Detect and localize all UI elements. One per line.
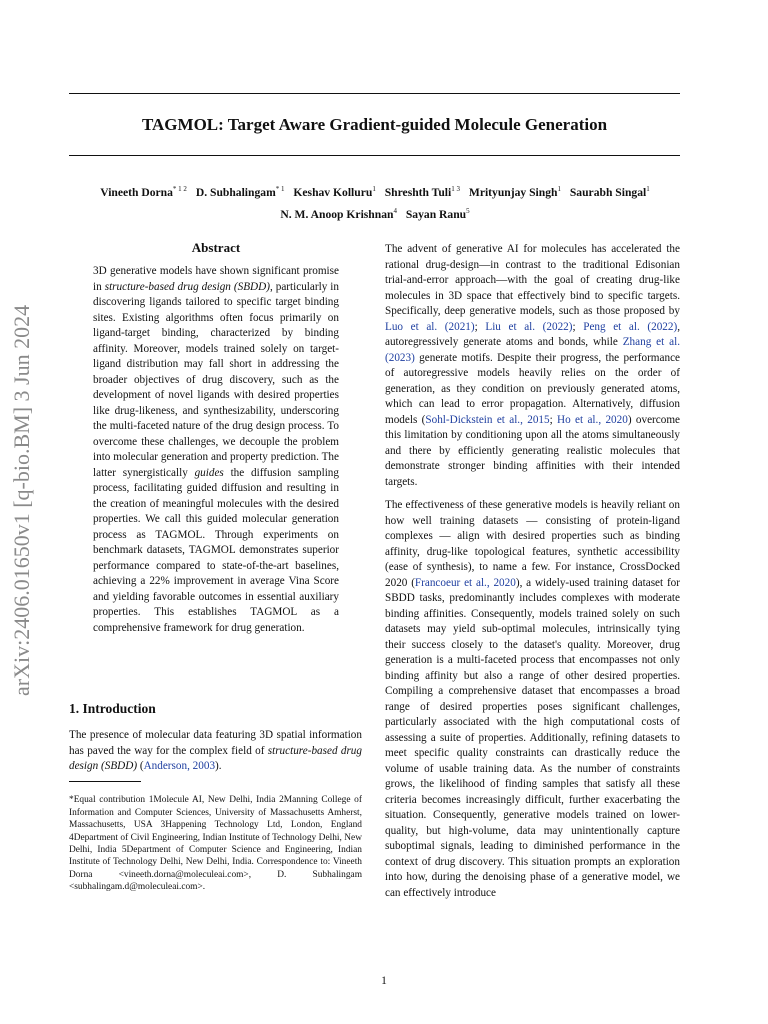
citation-link[interactable]: Francoeur et al., 2020 (414, 576, 516, 589)
page-number: 1 (381, 975, 387, 987)
citation-link[interactable]: Ho et al., 2020 (557, 413, 628, 426)
abstract-heading: Abstract (191, 240, 241, 255)
author: Shreshth Tuli$^{1 3}$ (384, 185, 460, 199)
citation-link[interactable]: Peng et al. (2022) (583, 320, 678, 333)
paper-title: TAGMOL: Target Aware Gradient-guided Molecule Generation (141, 115, 608, 134)
arxiv-identifier[interactable]: arXiv:2406.01650v1 [q-bio.BM] 3 Jun 2024 (9, 304, 34, 696)
section-heading-introduction: 1. Introduction (69, 701, 156, 716)
author: Vineeth Dorna$^{* 1 2}$ (100, 185, 187, 199)
title-rule (69, 155, 680, 156)
citation-link[interactable]: Zhang et al. (2023) (385, 336, 680, 364)
author: D. Subhalingam$^{* 1}$ (195, 185, 285, 199)
footnote-affiliations: *Equal contribution 1Molecule AI, New Delhi, India 2Manning College of Information and Computer Sciences, University of Massachusetts Amherst, Massachusetts, USA 3Happening Technology Ltd, London, England 4Department of Civil Engineering, Indian Institute of Technology Delhi, New Delhi, India 5Department of Computer Science and Engineering, Indian Institute of Technology Delhi, New Delhi, India. Correspondence to: Vineeth Dorna <vineeth.dorna@moleculeai.com>, D. Subhalingam <subhalingam.d@moleculeai.com>. (69, 795, 362, 893)
author-list (60, 180, 690, 224)
author: Sayan Ranu$^5$ (405, 206, 470, 221)
footnote-rule (69, 781, 141, 782)
author: N. M. Anoop Krishnan$^4$ (280, 206, 397, 221)
top-rule (69, 93, 680, 94)
citation-link[interactable]: Anderson, 2003 (143, 760, 216, 772)
body-paragraph: The advent of generative AI for molecules has accelerated the rational drug-design—in contrast to the traditional Edisonian trial-and-error approach—with the goal of creating drug-like molecules in 3D space that effectively bind to specific targets. Specifically, deep generative models, such as those proposed by Luo et al. (2021); Liu et al. (2022); Peng et al. (2022), autoregressively generate atoms and bonds, while Zhang et al. (2023) generate motifs. Despite their progress, the performance of autoregressive models heavily relies on the order of generation, as they condition on previously generated atoms, which can lead to error propagation. Alternatively, diffusion models (Sohl-Dickstein et al., 2015; Ho et al., 2020) overcome this limitation by conditioning upon all the atoms simultaneously and there by efficiently generating realistic molecules that demonstrate stronger binding affinities with their intended targets. (385, 243, 681, 488)
author: Saurabh Singal$^1$ (569, 185, 650, 199)
citation-link[interactable]: Luo et al. (2021) (385, 320, 475, 333)
body-paragraph: The effectiveness of these generative models is heavily reliant on how well training datasets — consisting of protein-ligand complexes — align with desired properties such as binding affinity, drug-like topological features, synthetic accessibility (ease of synthesis), to name a few. For instance, CrossDocked 2020 (Francoeur et al., 2020), a widely-used training dataset for SBDD tasks, predominantly includes complexes with moderate binding affinities. Consequently, models trained solely on such datasets may yield sub-optimal molecules, intrinsically tying their success closely to the dataset's quality. Moreover, drug generation is a multi-faceted process that encompasses not only binding affinity but also a range of other desired properties. Compiling a comprehensive dataset that encompasses a broad range of desired properties poses significant challenges, particularly associated with the high computational costs of assessing a suite of properties. Additionally, refining datasets to meet specific quality constraints can drastically reduce the volume of usable training data. As the number of constraints grows, the likelihood of finding samples that satisfy all these criteria becomes increasingly difficult, further exacerbating the situation. Consequently, generative models trained on lower-quality, but high-volume, data may unintentionally capture suboptimal signals, leading to diminished performance in the context of drug discovery. This situation prompts an exploration into how, during the denoising phase of a generative model, we can effectively introduce (385, 499, 680, 899)
abstract-body: 3D generative models have shown significant promise in structure-based drug design (SBDD), particularly in discovering ligands tailored to specific target binding sites. Existing algorithms often focus primarily on ligand-target binding, characterized by binding affinity. Moreover, models trained solely on target-ligand distribution may fall short in addressing the broader objectives of drug discovery, such as the development of novel ligands with desired properties like drug-likeness, and synthesizability, underscoring the multi-faceted nature of the drug design process. To overcome these challenges, we decouple the problem into molecular generation and property prediction. The latter synergistically guides the diffusion sampling process, facilitating guided diffusion and resulting in the creation of meaningful molecules with the desired properties. We call this guided molecular generation process as TAGMOL. Through experiments on benchmark datasets, TAGMOL demonstrates superior performance compared to state-of-the-art baselines, achieving a 22% improvement in average Vina Score and yielding favorable outcomes in essential auxiliary properties. This establishes TAGMOL as a comprehensive framework for drug generation. (93, 265, 340, 634)
intro-paragraph: The presence of molecular data featuring 3D spatial information has paved the way for the complex field of structure-based drug design (SBDD) (Anderson, 2003). (69, 729, 362, 772)
citation-link[interactable]: Sohl-Dickstein et al., 2015 (425, 413, 550, 426)
citation-link[interactable]: Liu et al. (2022) (485, 320, 573, 333)
author: Keshav Kolluru$^1$ (293, 185, 376, 199)
author: Mrityunjay Singh$^1$ (468, 185, 561, 199)
